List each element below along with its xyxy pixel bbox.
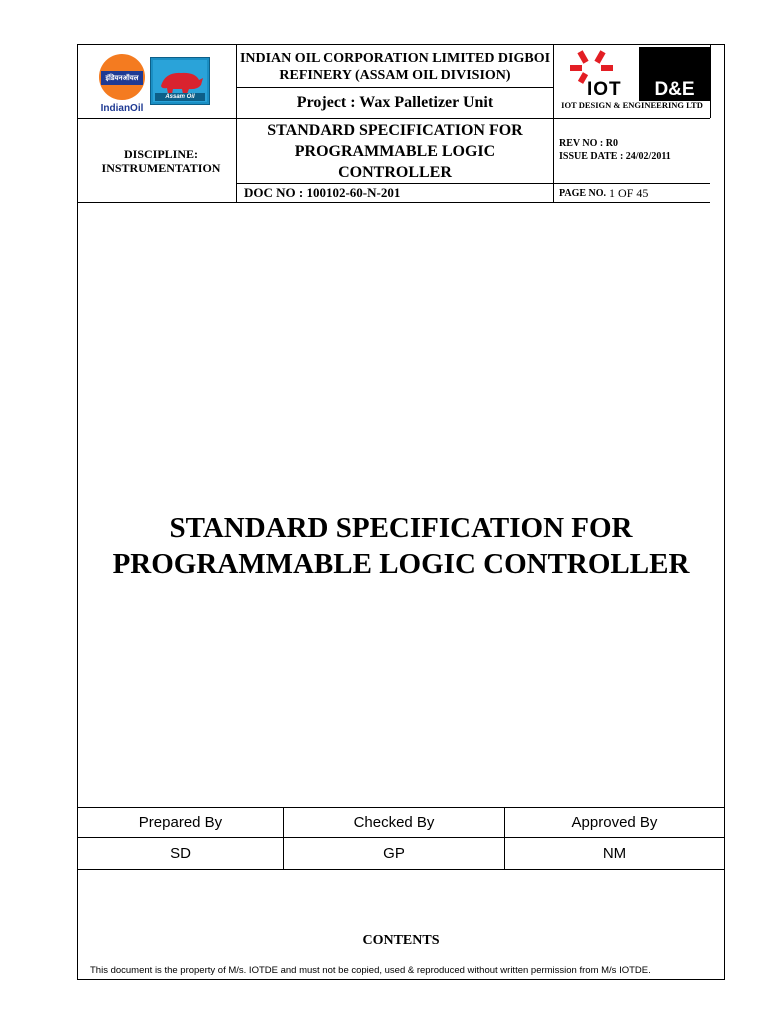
page-number [559,184,648,202]
de-logo-text: D&E [654,79,695,100]
iot-caption: IOT DESIGN & ENGINEERING LTD [561,101,703,110]
company-name: INDIAN OIL CORPORATION LIMITED DIGBOI REFINERY (ASSAM OIL DIVISION) [239,51,551,83]
spec-title: STANDARD SPECIFICATION FOR PROGRAMMABLE LOGIC CONTROLLER [267,121,523,181]
doc-number: DOC NO : 100102-60-N-201 [244,185,401,200]
discipline-label: DISCIPLINE: INSTRUMENTATION [101,147,221,175]
document-title-line1: STANDARD SPECIFICATION FOR [169,512,633,544]
prepared-by-value: SD [170,845,191,862]
header-divider [553,45,554,203]
indianoil-logo-text: IndianOil [100,103,144,114]
header-divider [78,202,710,203]
assam-oil-logo [150,57,210,105]
approved-by-value: NM [602,845,627,862]
table-border [78,869,724,870]
indianoil-logo [97,51,147,115]
footer-notice: This document is the property of M/s. IOTDE and must not be copied, used & reproduced without written permission from M/s IOTDE. [90,965,651,976]
issue-date: ISSUE DATE : 24/02/2011 [559,151,671,162]
rev-no: REV NO : R0 [559,138,618,149]
document-title [78,510,724,582]
signoff-table [78,807,724,870]
assam-oil-logo-text: Assam Oil [165,94,195,100]
iot-de-logo [567,47,710,101]
document-title-line2: PROGRAMMABLE LOGIC CONTROLLER [112,548,690,580]
checked-by-header: Checked By [353,814,435,831]
document-page [77,44,725,980]
header-block [78,45,710,203]
project-name: Project : Wax Palletizer Unit [296,94,494,111]
approved-by-header: Approved By [571,814,658,831]
iot-logo-text: IOT [587,79,622,100]
contents-heading: CONTENTS [362,933,440,948]
page-number-value: 1 OF 45 [609,185,649,200]
header-divider [710,45,711,118]
checked-by-value: GP [383,845,405,862]
revision-block [559,137,671,163]
page-number-label: PAGE NO. [559,187,607,199]
indianoil-hindi-text: इंडियनऑयल [105,74,139,82]
prepared-by-header: Prepared By [138,814,223,831]
